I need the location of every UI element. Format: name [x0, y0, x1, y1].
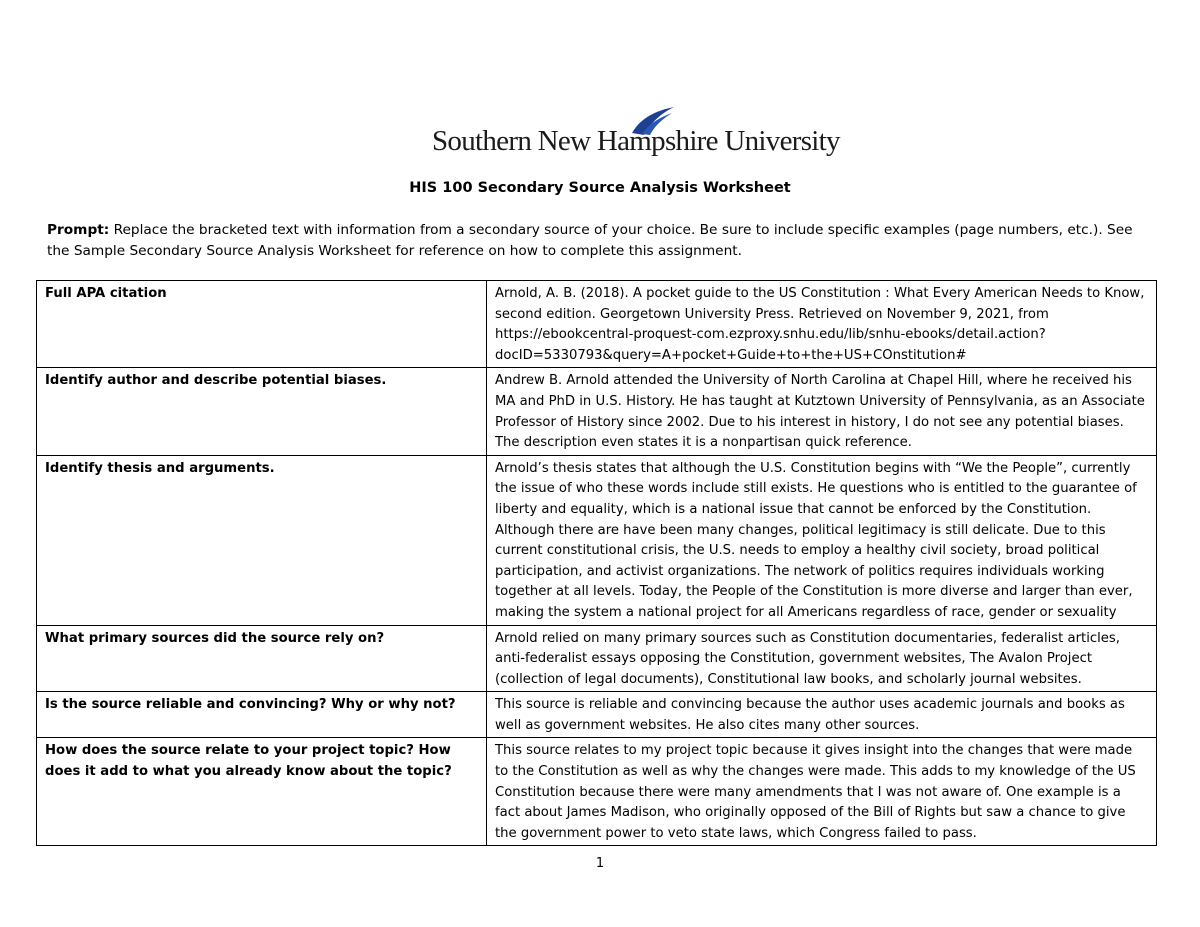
- answer-cell: Arnold, A. B. (2018). A pocket guide to the US Constitution : What Every American Needs to Know, second edition. Georgetown University Press. Retrieved on November 9, 2021, from https://ebookcentral-proquest-com.ezproxy.snhu.edu/lib/snhu-ebooks/detail.action?docID=5330793&query=A+pocket+Guide+to+the+US+COnstitution#: [487, 281, 1157, 368]
- question-cell: Identify thesis and arguments.: [37, 455, 487, 625]
- answer-cell: Andrew B. Arnold attended the University of North Carolina at Chapel Hill, where he received his MA and PhD in U.S. History. He has taught at Kutztown University of Pennsylvania, as an Associate Professor of History since 2002. Due to his interest in history, I do not see any potential biases. The description even states it is a nonpartisan quick reference.: [487, 368, 1157, 455]
- logo-wordmark: Southern New Hampshire University: [432, 125, 840, 157]
- prompt-text: Replace the bracketed text with information from a secondary source of your choice. Be sure to include specific examples (page numbers, etc.). See the Sample Secondary Source Analysis Worksheet for reference on how to complete this assignment.: [47, 222, 1133, 259]
- table-row: [37, 738, 1157, 846]
- answer-cell: Arnold relied on many primary sources such as Constitution documentaries, federalist articles, anti-federalist essays opposing the Constitution, government websites, The Avalon Project (collection of legal documents), Constitutional law books, and scholarly journal websites.: [487, 625, 1157, 692]
- question-cell: What primary sources did the source rely on?: [37, 625, 487, 692]
- answer-cell: Arnold’s thesis states that although the U.S. Constitution begins with “We the People”, currently the issue of who these words include still exists. He questions who is entitled to the guarantee of liberty and equality, which is a national issue that cannot be enforced by the Constitution. Although there are have been many changes, political legitimacy is still delicate. Due to this current constitutional crisis, the U.S. needs to employ a healthy civil society, broad political participation, and activist organizations. The network of politics requires individuals working together at all levels. Today, the People of the Constitution is more diverse and larger than ever, making the system a national project for all Americans regardless of race, gender or sexuality: [487, 455, 1157, 625]
- question-cell: How does the source relate to your project topic? How does it add to what you already know about the topic?: [37, 738, 487, 846]
- analysis-worksheet-table: [36, 280, 1157, 846]
- table-row: [37, 368, 1157, 455]
- table-row: [37, 625, 1157, 692]
- prompt-label: Prompt:: [47, 222, 110, 238]
- answer-cell: This source is reliable and convincing because the author uses academic journals and books as well as government websites. He also cites many other sources.: [487, 692, 1157, 738]
- page-title: HIS 100 Secondary Source Analysis Worksheet: [409, 180, 791, 196]
- answer-cell: This source relates to my project topic because it gives insight into the changes that were made to the Constitution as well as why the changes were made. This adds to my knowledge of the US Constitution because there were many amendments that I was not aware of. One example is a fact about James Madison, who originally opposed of the Bill of Rights but saw a chance to give the government power to veto state laws, which Congress failed to pass.: [487, 738, 1157, 846]
- question-cell: Is the source reliable and convincing? Why or why not?: [37, 692, 487, 738]
- question-cell: Identify author and describe potential biases.: [37, 368, 487, 455]
- university-logo: [432, 105, 840, 165]
- page-number: 1: [595, 856, 605, 871]
- table-row: [37, 692, 1157, 738]
- prompt-paragraph: [47, 220, 1157, 262]
- table-row: [37, 455, 1157, 625]
- question-cell: Full APA citation: [37, 281, 487, 368]
- table-row: [37, 281, 1157, 368]
